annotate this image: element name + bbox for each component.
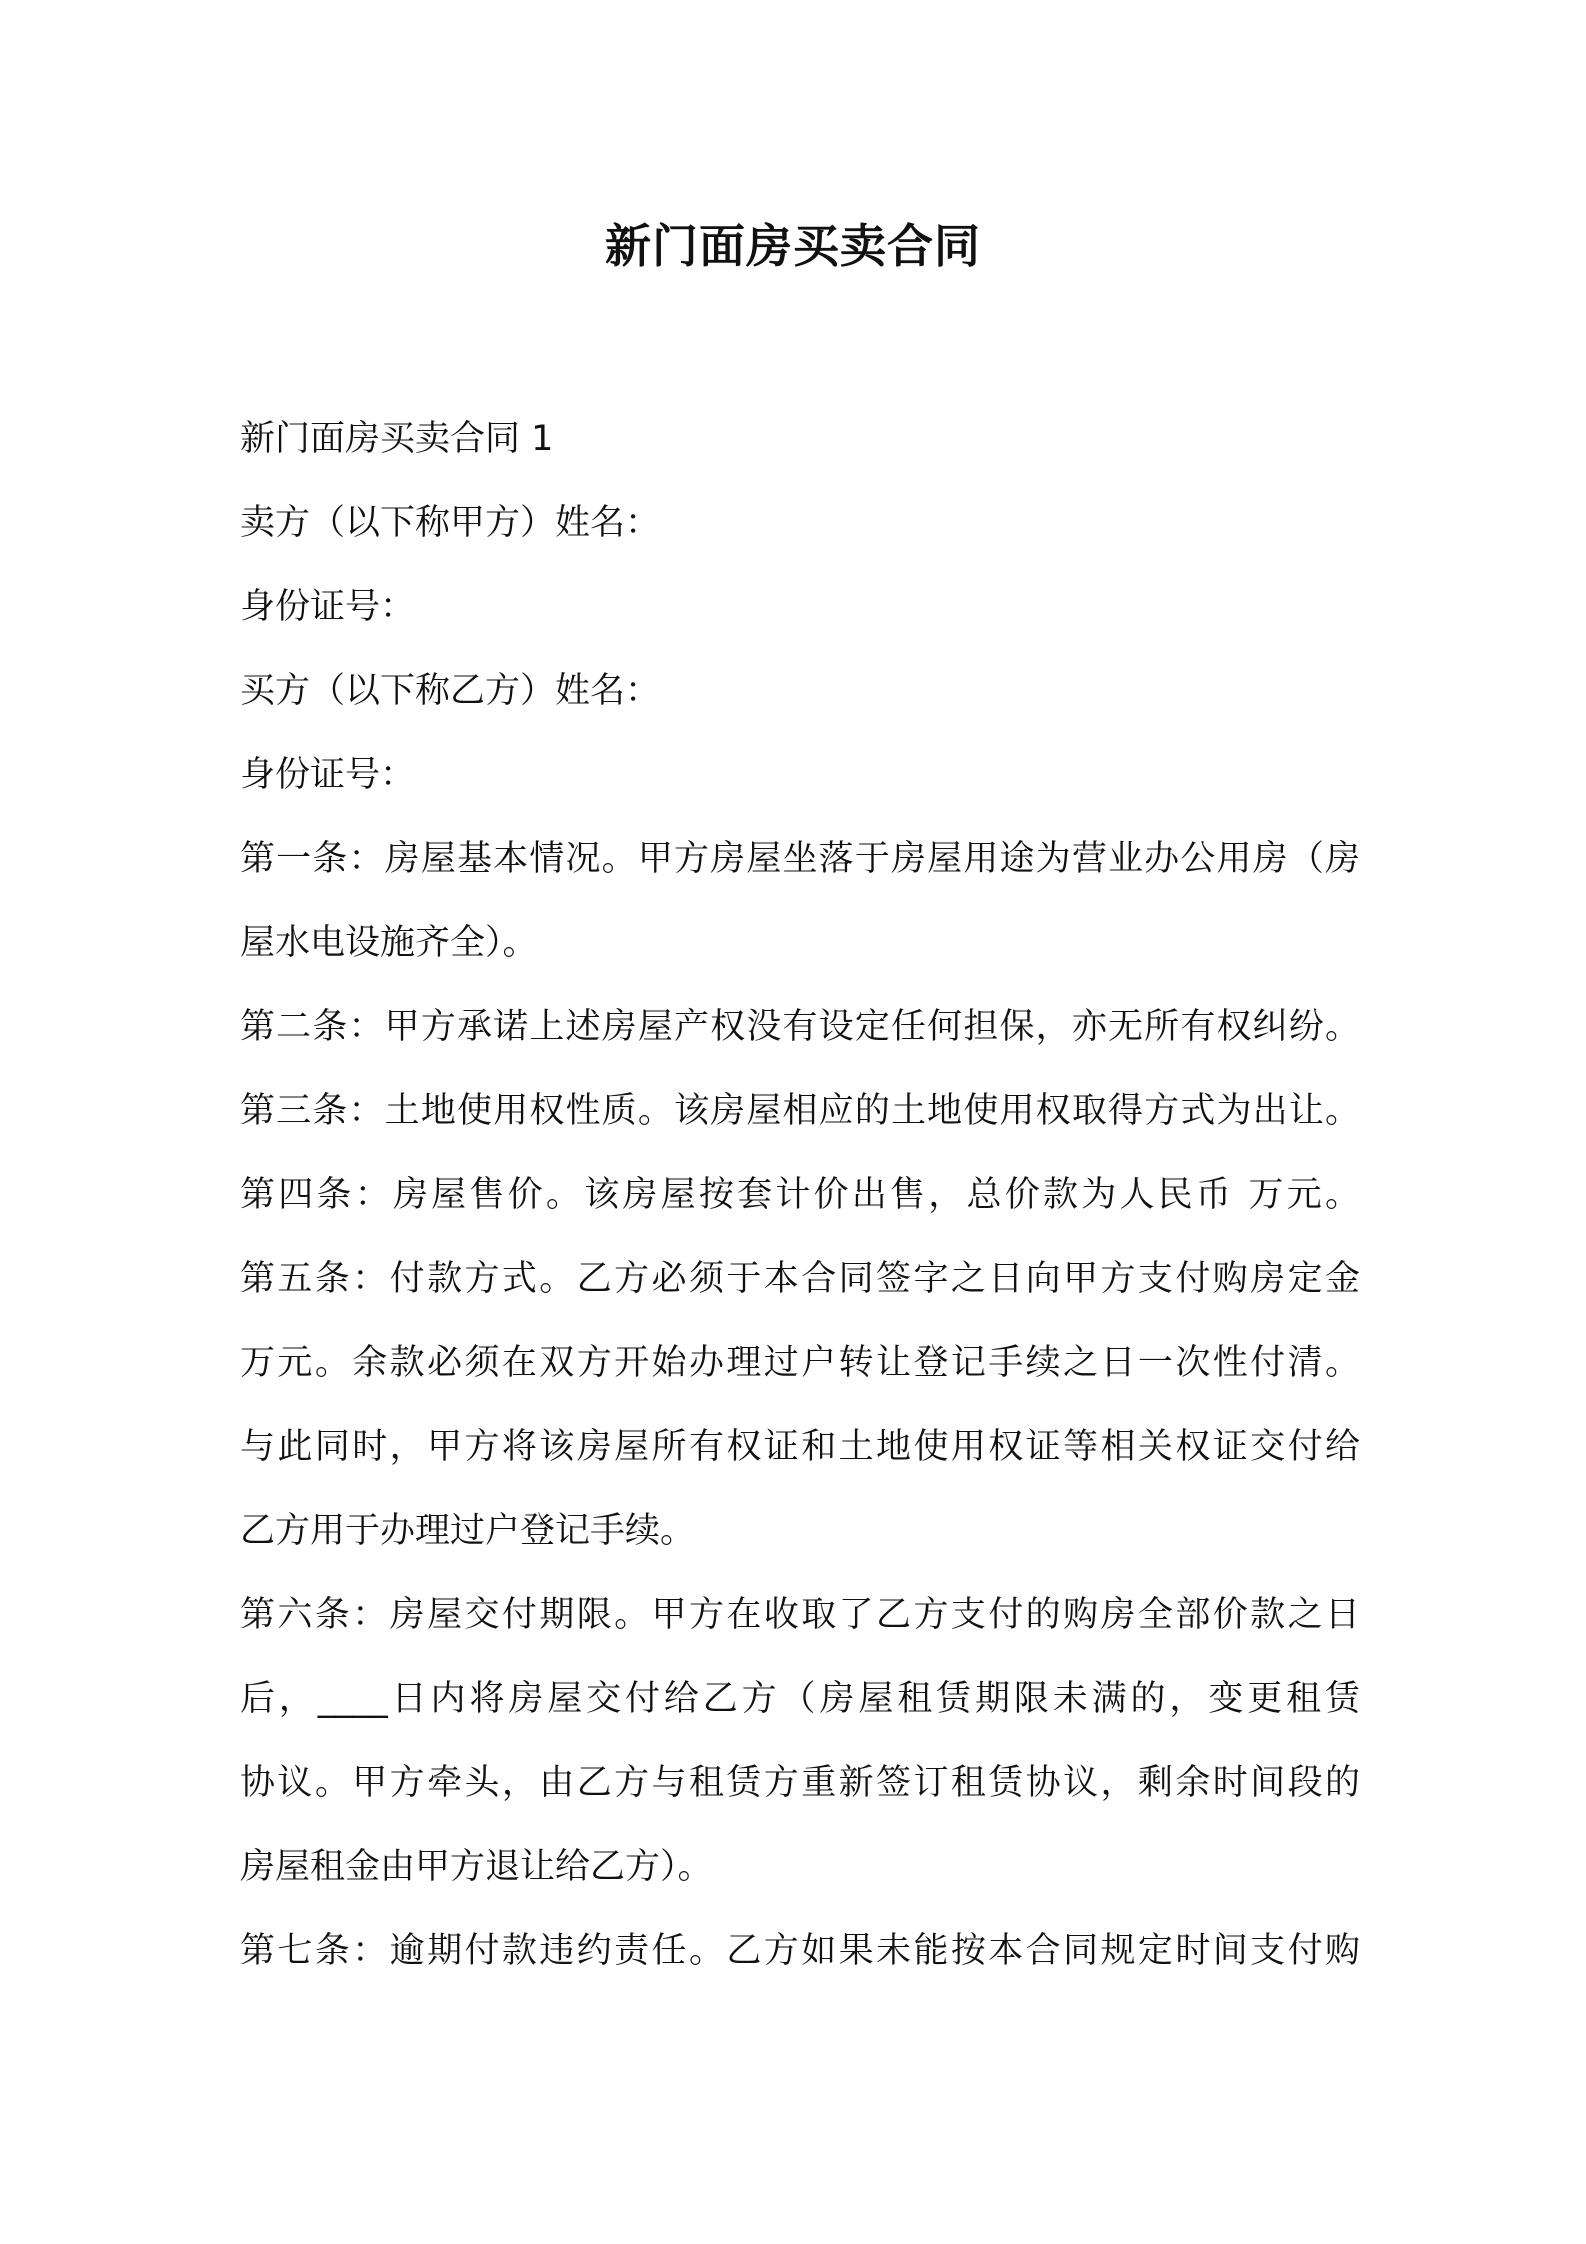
text-line: 后，____日内将房屋交付给乙方（房屋租赁期限未满的，变更租赁 (240, 1679, 1360, 1719)
text-line: 身份证号： (240, 755, 416, 795)
document-body (240, 397, 1360, 1993)
document-title: 新门面房买卖合同 (605, 219, 981, 273)
text-line: 第七条：逾期付款违约责任。乙方如果未能按本合同规定时间支付购 (240, 1931, 1360, 1971)
text-line: 第五条：付款方式。乙方必须于本合同签字之日向甲方支付购房定金 (240, 1259, 1360, 1299)
text-line: 万元。余款必须在双方开始办理过户转让登记手续之日一次性付清。 (240, 1343, 1360, 1383)
text-line: 第四条：房屋售价。该房屋按套计价出售，总价款为人民币 万元。 (240, 1175, 1360, 1215)
text-line: 乙方用于办理过户登记手续。 (240, 1511, 696, 1551)
text-line: 卖方（以下称甲方）姓名： (240, 503, 661, 543)
text-line: 与此同时，甲方将该房屋所有权证和土地使用权证等相关权证交付给 (240, 1427, 1360, 1467)
text-line: 买方（以下称乙方）姓名： (240, 671, 661, 711)
text-line: 第六条：房屋交付期限。甲方在收取了乙方支付的购房全部价款之日 (240, 1595, 1360, 1635)
text-line: 新门面房买卖合同 1 (240, 419, 554, 459)
text-line: 房屋租金由甲方退让给乙方）。 (240, 1847, 713, 1887)
text-line: 第一条：房屋基本情况。甲方房屋坐落于房屋用途为营业办公用房（房 (240, 839, 1360, 879)
text-line: 身份证号： (240, 587, 416, 627)
text-line: 协议。甲方牵头，由乙方与租赁方重新签订租赁协议，剩余时间段的 (240, 1763, 1360, 1803)
text-line: 第二条：甲方承诺上述房屋产权没有设定任何担保，亦无所有权纠纷。 (240, 1007, 1360, 1047)
text-line: 屋水电设施齐全）。 (240, 923, 538, 963)
text-line: 第三条：土地使用权性质。该房屋相应的土地使用权取得方式为出让。 (240, 1091, 1360, 1131)
